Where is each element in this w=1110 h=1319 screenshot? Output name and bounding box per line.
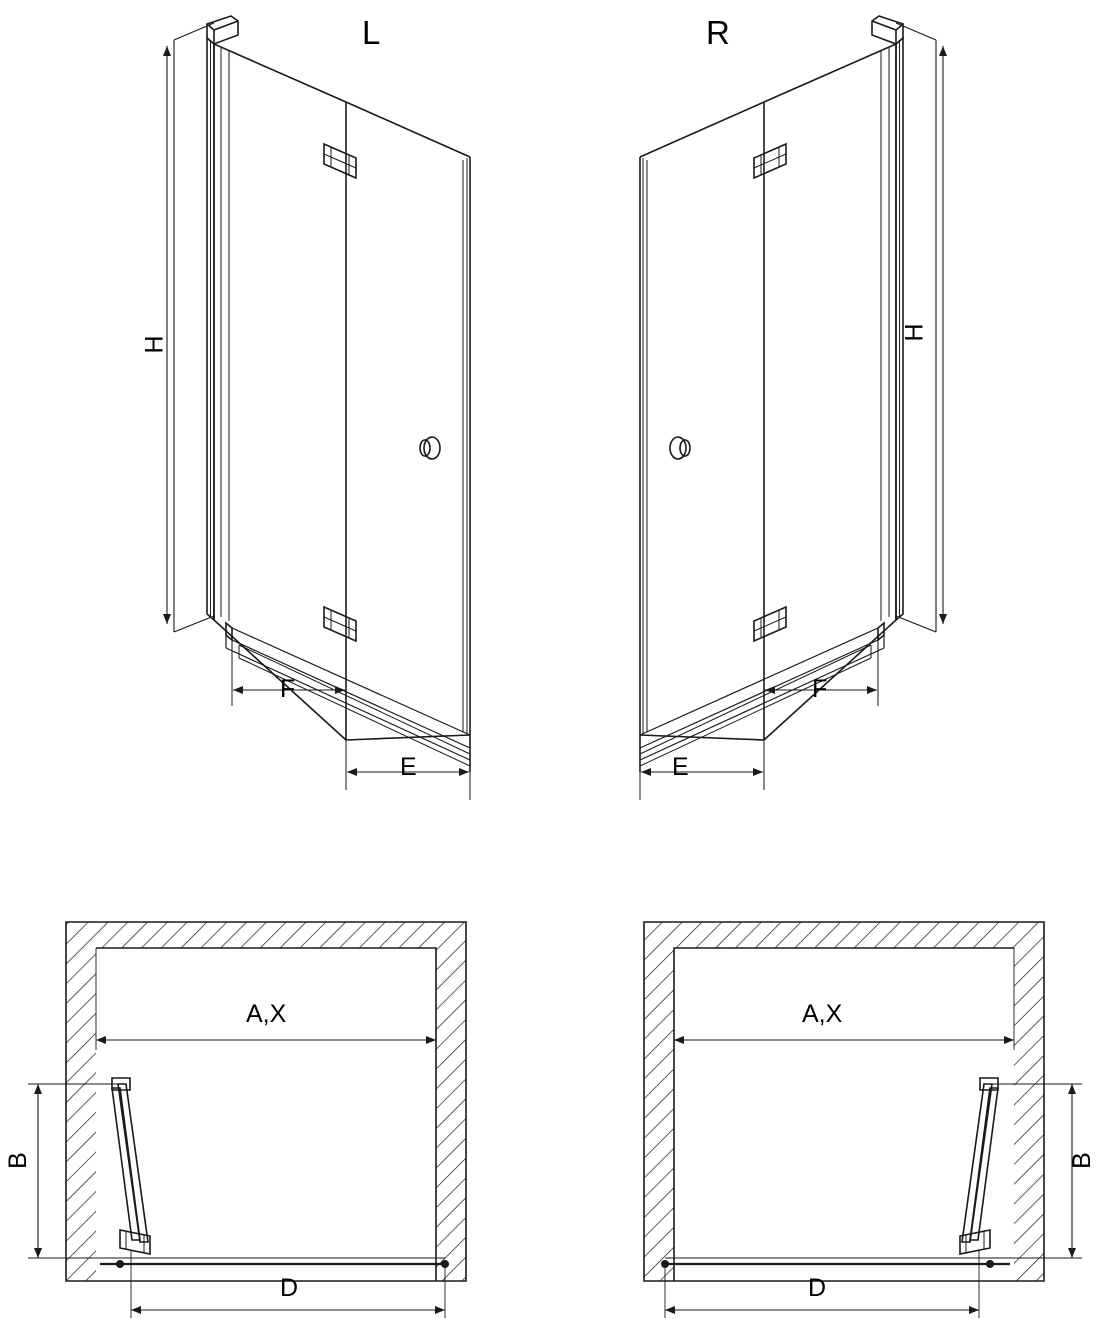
iso-right-view bbox=[640, 16, 943, 800]
dimension-panel-e-right: E bbox=[672, 753, 689, 781]
dimension-opening-right: A,X bbox=[802, 1000, 843, 1028]
plan-right-view bbox=[644, 922, 1082, 1318]
dimension-depth-right: B bbox=[1067, 1152, 1096, 1169]
view-label-left: L bbox=[362, 14, 381, 51]
dimension-opening-left: A,X bbox=[246, 1000, 287, 1028]
dimension-height-left: H bbox=[140, 335, 169, 354]
dimension-panel-f-left: F bbox=[280, 675, 296, 703]
dimension-panel-f-right: F bbox=[812, 675, 828, 703]
iso-left-view bbox=[167, 16, 470, 800]
plan-left-view bbox=[28, 922, 466, 1318]
dimension-height-right: H bbox=[900, 323, 929, 342]
dimension-depth-left: B bbox=[3, 1152, 32, 1169]
dimension-panel-e-left: E bbox=[400, 753, 417, 781]
dimension-width-left: D bbox=[280, 1274, 299, 1302]
view-label-right: R bbox=[706, 14, 730, 51]
dimension-width-right: D bbox=[808, 1274, 827, 1302]
